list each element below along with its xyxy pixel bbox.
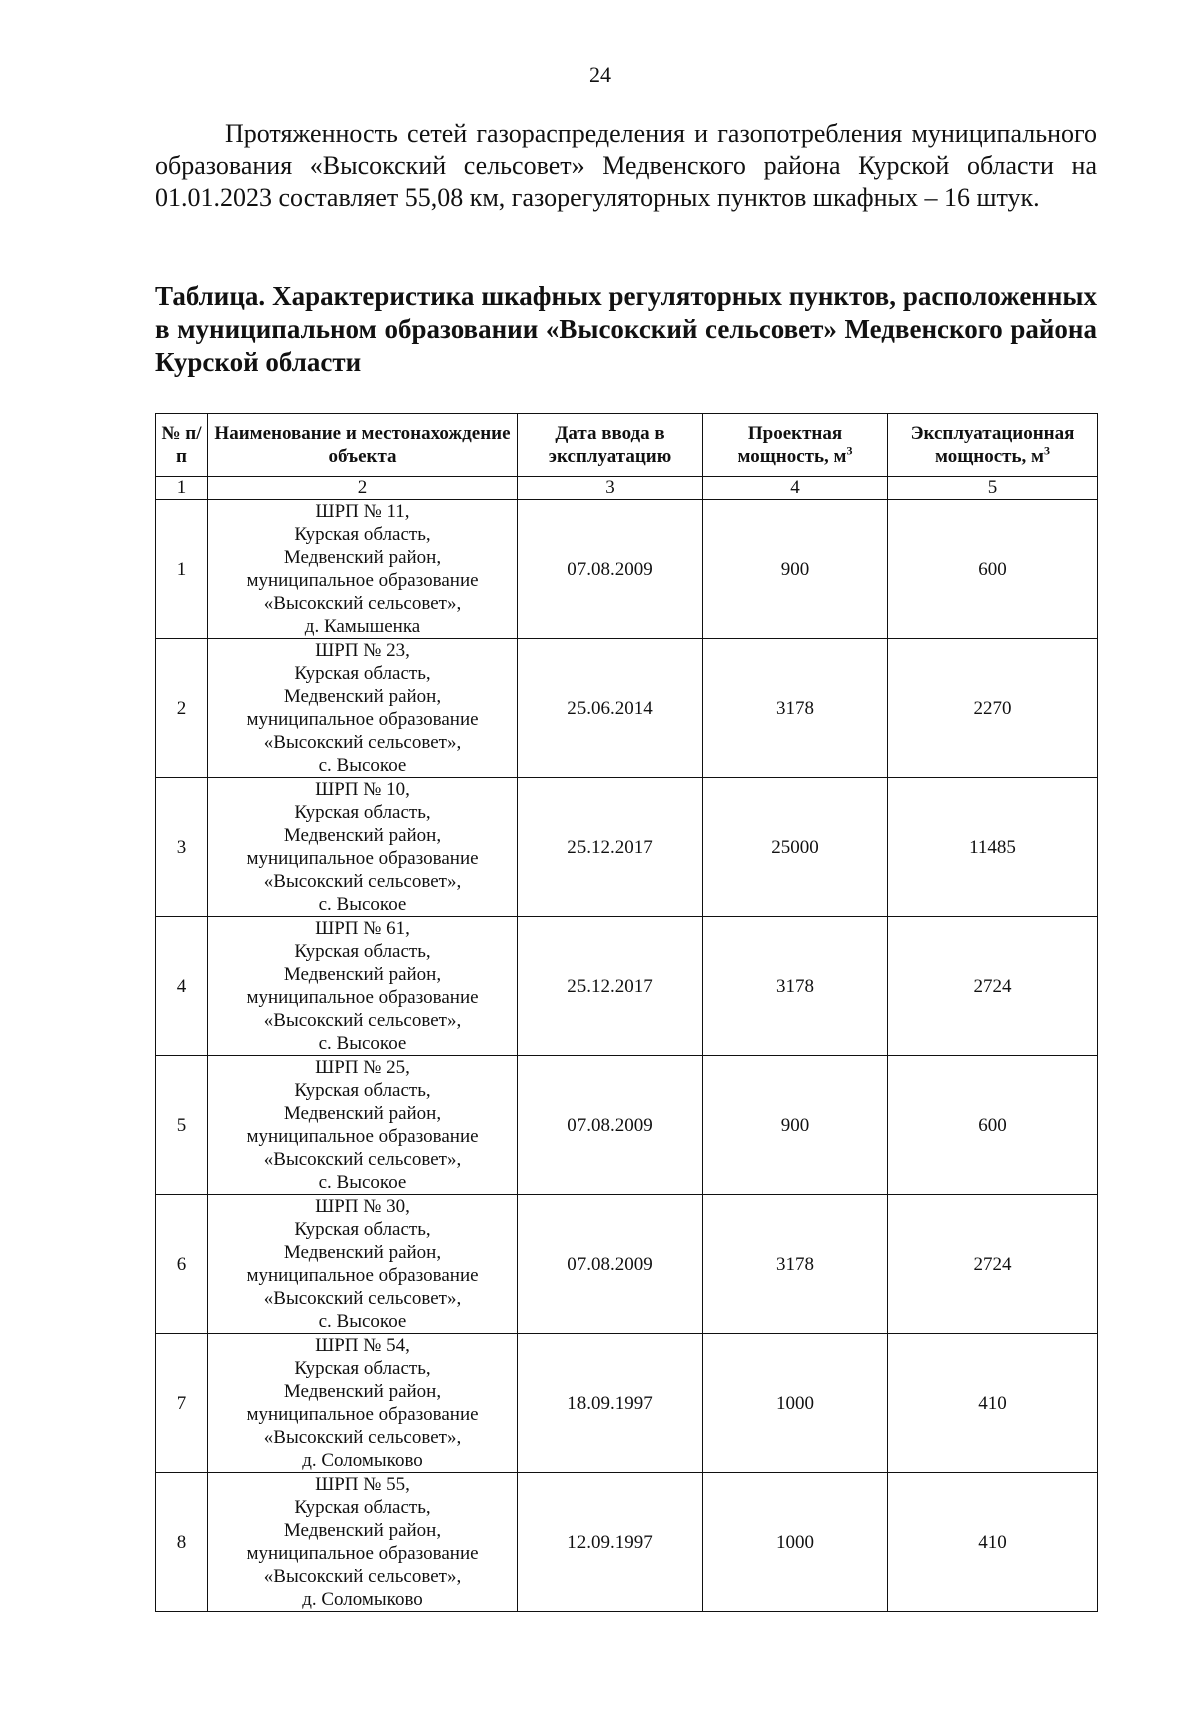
operating-capacity: 2270 (888, 639, 1098, 778)
operating-capacity: 600 (888, 500, 1098, 639)
object-name-line: с. Высокое (318, 894, 407, 915)
design-capacity: 3178 (703, 639, 888, 778)
column-number: 4 (703, 477, 888, 500)
object-name-line: ШРП № 10, (315, 779, 410, 800)
object-name-line: «Высокский сельсовет», (263, 732, 462, 753)
row-number: 7 (156, 1334, 208, 1473)
object-name-line: с. Высокое (318, 1033, 407, 1054)
intro-paragraph: Протяженность сетей газораспределения и газопотребления муниципального образования «Высокский сельсовет» Медвенского района Курской области на 01.01.2023 составляет 55,08 км, газорегуляторных пунктов шкафных – 16 штук. (155, 119, 1097, 212)
object-name-line: с. Высокое (318, 1172, 407, 1193)
table-header-row (156, 414, 1098, 477)
object-name-location (208, 778, 518, 917)
object-name-line: «Высокский сельсовет», (263, 1149, 462, 1170)
object-name-line: «Высокский сельсовет», (263, 871, 462, 892)
object-name-line: Курская область, (294, 524, 431, 545)
object-name-location (208, 1056, 518, 1195)
commissioning-date: 18.09.1997 (518, 1334, 703, 1473)
object-name-line: «Высокский сельсовет», (263, 593, 462, 614)
header-name: Наименование и местонахождение объекта (208, 414, 518, 477)
object-name-line: «Высокский сельсовет», (263, 1288, 462, 1309)
header-design-capacity (703, 414, 888, 477)
object-name-line: муниципальное образование (246, 1404, 479, 1425)
object-name-line: Курская область, (294, 1219, 431, 1240)
commissioning-date: 07.08.2009 (518, 1056, 703, 1195)
object-name-line: с. Высокое (318, 1311, 407, 1332)
object-name-line: муниципальное образование (246, 987, 479, 1008)
object-name-line: с. Высокое (318, 755, 407, 776)
unit-superscript: 3 (1043, 443, 1050, 458)
object-name-location (208, 917, 518, 1056)
object-name-line: ШРП № 55, (315, 1474, 410, 1495)
object-name-line: Медвенский район, (283, 1381, 442, 1402)
object-name-line: д. Соломыково (302, 1450, 423, 1471)
header-date: Дата ввода в эксплуатацию (518, 414, 703, 477)
object-name-line: Медвенский район, (283, 964, 442, 985)
header-operating-capacity (888, 414, 1098, 477)
operating-capacity: 11485 (888, 778, 1098, 917)
object-name-line: Медвенский район, (283, 547, 442, 568)
table-row (156, 1473, 1098, 1612)
operating-capacity: 2724 (888, 1195, 1098, 1334)
table-row (156, 917, 1098, 1056)
design-capacity: 3178 (703, 1195, 888, 1334)
column-number: 1 (156, 477, 208, 500)
object-name-line: муниципальное образование (246, 1543, 479, 1564)
object-name-location (208, 1195, 518, 1334)
column-number: 3 (518, 477, 703, 500)
object-name-line: Медвенский район, (283, 1242, 442, 1263)
row-number: 1 (156, 500, 208, 639)
design-capacity: 25000 (703, 778, 888, 917)
table-row (156, 778, 1098, 917)
object-name-line: Курская область, (294, 941, 431, 962)
page-number: 24 (589, 62, 611, 87)
table-row (156, 1334, 1098, 1473)
row-number: 5 (156, 1056, 208, 1195)
header-design-capacity-label: Проектная мощность, м (737, 423, 847, 467)
header-operating-capacity-label: Эксплуатационная мощность, м (910, 423, 1075, 467)
column-number: 2 (208, 477, 518, 500)
object-name-line: д. Камышенка (304, 616, 421, 637)
object-name-line: Курская область, (294, 663, 431, 684)
object-name-line: ШРП № 30, (315, 1196, 410, 1217)
table-row (156, 500, 1098, 639)
row-number: 3 (156, 778, 208, 917)
commissioning-date: 25.12.2017 (518, 917, 703, 1056)
operating-capacity: 600 (888, 1056, 1098, 1195)
object-name-line: Курская область, (294, 1358, 431, 1379)
object-name-line: ШРП № 54, (315, 1335, 410, 1356)
table-row (156, 1195, 1098, 1334)
object-name-line: муниципальное образование (246, 570, 479, 591)
object-name-line: ШРП № 61, (315, 918, 410, 939)
operating-capacity: 2724 (888, 917, 1098, 1056)
header-num: № п/п (156, 414, 208, 477)
table-body (156, 477, 1098, 1612)
column-number: 5 (888, 477, 1098, 500)
object-name-line: «Высокский сельсовет», (263, 1566, 462, 1587)
object-name-line: муниципальное образование (246, 1265, 479, 1286)
row-number: 4 (156, 917, 208, 1056)
table-row (156, 639, 1098, 778)
object-name-line: ШРП № 23, (315, 640, 410, 661)
design-capacity: 1000 (703, 1473, 888, 1612)
object-name-location (208, 500, 518, 639)
object-name-location (208, 639, 518, 778)
design-capacity: 900 (703, 500, 888, 639)
commissioning-date: 12.09.1997 (518, 1473, 703, 1612)
object-name-line: «Высокский сельсовет», (263, 1427, 462, 1448)
row-number: 6 (156, 1195, 208, 1334)
commissioning-date: 07.08.2009 (518, 500, 703, 639)
object-name-line: ШРП № 25, (315, 1057, 410, 1078)
object-name-location (208, 1334, 518, 1473)
design-capacity: 900 (703, 1056, 888, 1195)
commissioning-date: 25.06.2014 (518, 639, 703, 778)
object-name-line: Медвенский район, (283, 1103, 442, 1124)
object-name-line: Курская область, (294, 1497, 431, 1518)
row-number: 2 (156, 639, 208, 778)
operating-capacity: 410 (888, 1473, 1098, 1612)
design-capacity: 3178 (703, 917, 888, 1056)
object-name-line: Медвенский район, (283, 686, 442, 707)
commissioning-date: 07.08.2009 (518, 1195, 703, 1334)
table-row (156, 1056, 1098, 1195)
operating-capacity: 410 (888, 1334, 1098, 1473)
unit-superscript: 3 (846, 443, 853, 458)
commissioning-date: 25.12.2017 (518, 778, 703, 917)
regulator-points-table (155, 413, 1098, 1612)
object-name-line: муниципальное образование (246, 848, 479, 869)
object-name-line: «Высокский сельсовет», (263, 1010, 462, 1031)
object-name-location (208, 1473, 518, 1612)
column-numbers-row (156, 477, 1098, 500)
object-name-line: Курская область, (294, 1080, 431, 1101)
object-name-line: Медвенский район, (283, 1520, 442, 1541)
object-name-line: Медвенский район, (283, 825, 442, 846)
row-number: 8 (156, 1473, 208, 1612)
table-caption: Таблица. Характеристика шкафных регуляторных пунктов, расположенных в муниципальном образовании «Высокский сельсовет» Медвенского района Курской области (155, 281, 1097, 377)
object-name-line: ШРП № 11, (315, 501, 410, 522)
design-capacity: 1000 (703, 1334, 888, 1473)
object-name-line: муниципальное образование (246, 1126, 479, 1147)
object-name-line: д. Соломыково (302, 1589, 423, 1610)
object-name-line: муниципальное образование (246, 709, 479, 730)
object-name-line: Курская область, (294, 802, 431, 823)
